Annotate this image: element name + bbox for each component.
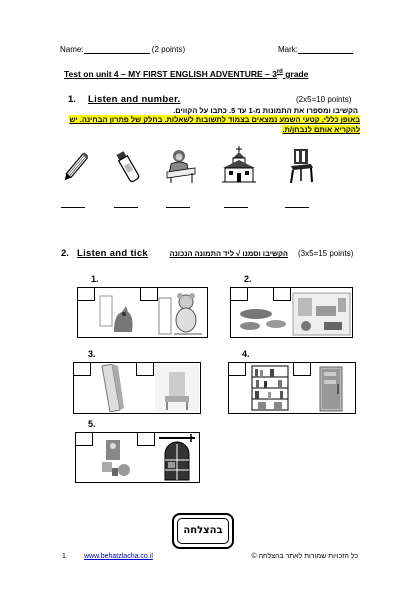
section1-heading: Listen and number. (88, 94, 181, 105)
title-text: Test on unit 4 – MY FIRST ENGLISH ADVENTURE – 3 (64, 69, 277, 79)
page-number: 1 (62, 553, 66, 560)
tick-box[interactable] (75, 432, 93, 446)
tick-box[interactable] (228, 362, 246, 376)
tick-box[interactable] (293, 362, 311, 376)
section1-note-text: באופן כללי, קטעי השמע נמצאים בצמוד לתשובות לשאלות. בחלק של פתרון הבחינה. יש להקריא אותם לנבחן/ת. (69, 115, 360, 134)
section1-points: (2x5=10 points) (296, 95, 352, 104)
tick-box[interactable] (140, 287, 158, 301)
section2-number: 2. (61, 248, 69, 259)
name-label: Name: (60, 45, 84, 54)
chair-icon (155, 364, 199, 412)
mark-label: Mark: (278, 45, 298, 54)
window-icon (157, 434, 197, 482)
item-label: 2. (244, 274, 252, 284)
item-label: 1. (91, 274, 99, 284)
school-building-icon (222, 146, 256, 184)
section1-note (60, 115, 360, 135)
tick-box[interactable] (137, 432, 155, 446)
title-sup: rd (276, 69, 283, 76)
name-blank[interactable] (84, 45, 150, 54)
section1-instruction: הקשיבו ומספרו את התמונות מ-1 עד 5. כתבו על הקווים. (173, 106, 358, 115)
mark-blank[interactable] (298, 45, 353, 54)
section1-number: 1. (68, 94, 76, 105)
section2-points: (3x5=15 points) (298, 249, 354, 258)
girl-at-desk-icon (165, 148, 197, 184)
section2-instruction: הקשיבו וסמנו √ ליד התמונה הנכונה (169, 249, 288, 258)
answer-line[interactable] (114, 207, 138, 208)
tick-box[interactable] (73, 362, 91, 376)
item-label: 5. (88, 419, 96, 429)
fridge-icon (310, 366, 352, 412)
tick-box[interactable] (77, 287, 95, 301)
ruler-icon (96, 364, 132, 412)
logo-text: בהצלחה (183, 525, 223, 536)
footer-url[interactable]: www.behatzlacha.co.il (84, 553, 153, 560)
title-end: grade (282, 69, 309, 79)
tick-box[interactable] (136, 362, 154, 376)
item-label: 3. (88, 349, 96, 359)
answer-line[interactable] (224, 207, 248, 208)
name-points: (2 points) (151, 45, 186, 54)
pencil-icon (62, 150, 88, 186)
bottle-icon (115, 150, 141, 184)
item-label: 4. (242, 349, 250, 359)
tick-box[interactable] (273, 287, 291, 301)
messy-room-icon (292, 292, 351, 336)
tick-box[interactable] (230, 287, 248, 301)
chair-icon (288, 148, 314, 184)
mark-field (278, 45, 353, 54)
page-title (64, 69, 308, 79)
cat-icon (98, 292, 136, 336)
bookcase-icon (250, 365, 290, 411)
logo-badge (172, 513, 234, 549)
teddy-bear-icon (158, 292, 206, 336)
toys-icon (98, 436, 134, 480)
answer-line[interactable] (166, 207, 190, 208)
name-field (60, 45, 185, 54)
answer-line[interactable] (61, 207, 85, 208)
section2-heading: Listen and tick (77, 248, 149, 259)
footer-copyright: כל הזכויות שמורות לאתר בהצלחה © (251, 553, 358, 560)
puddles-icon (236, 306, 288, 334)
answer-line[interactable] (285, 207, 309, 208)
